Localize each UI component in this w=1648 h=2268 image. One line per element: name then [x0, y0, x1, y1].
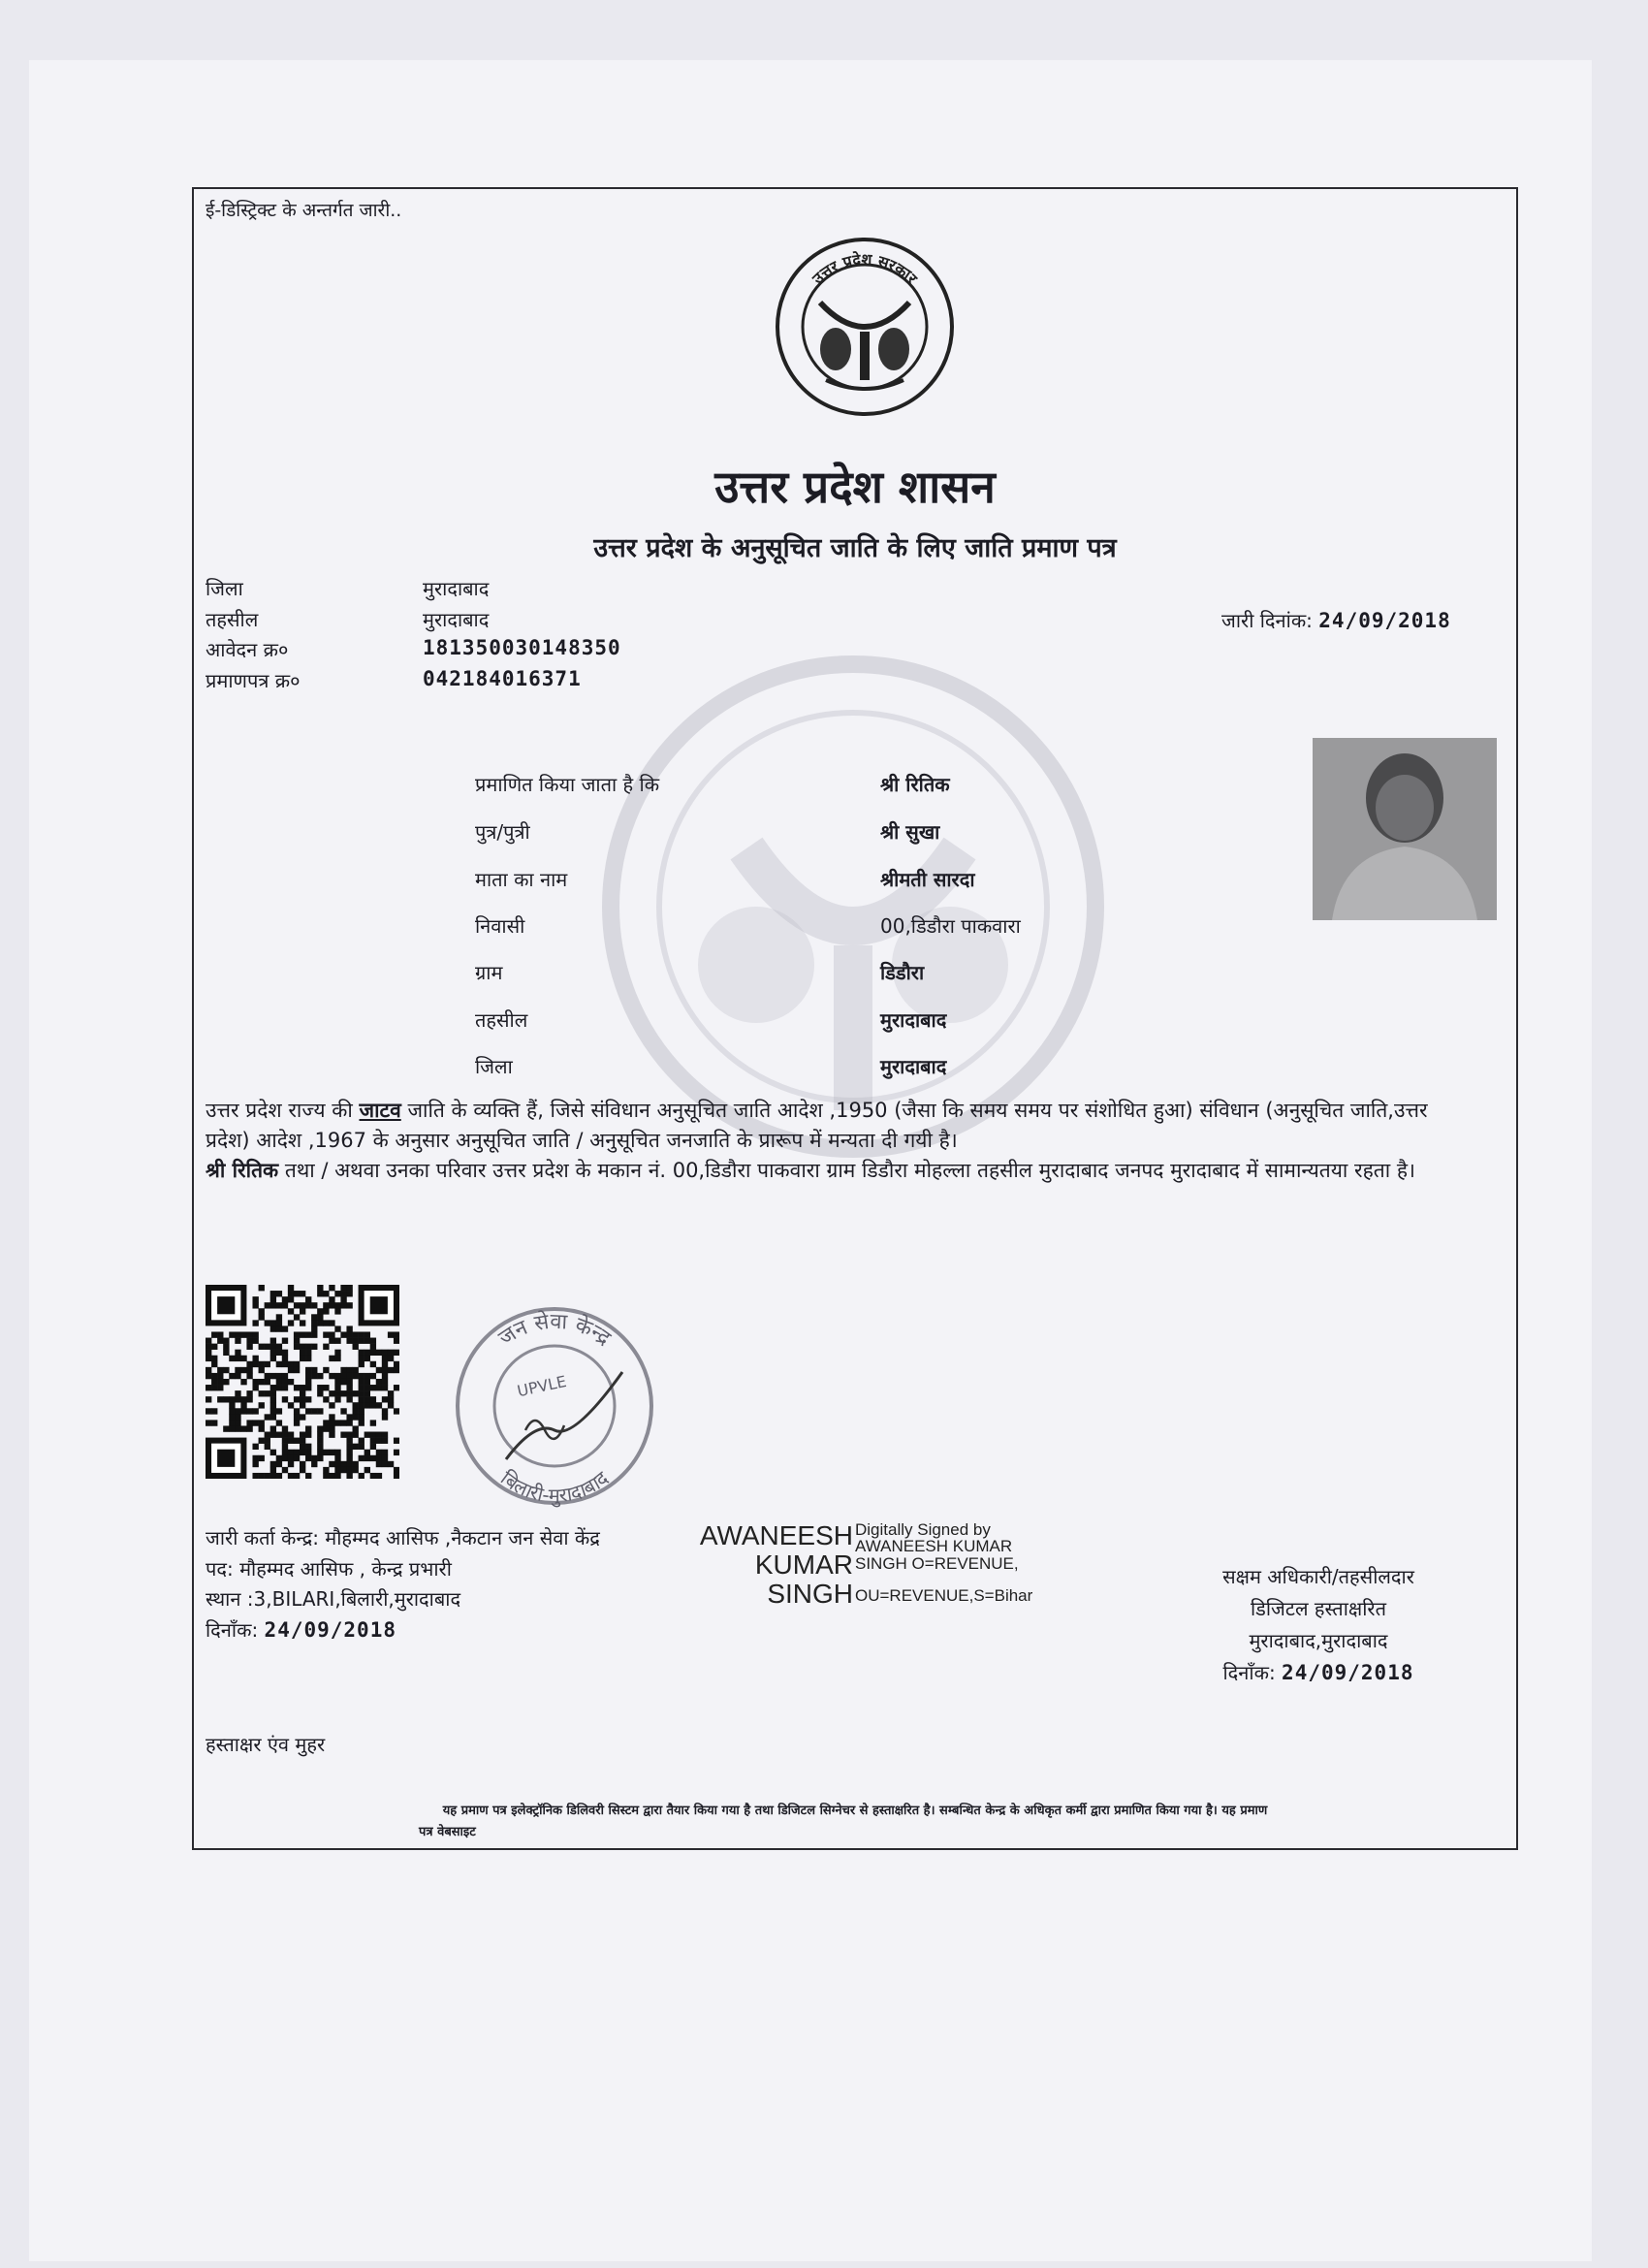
certificate-frame	[192, 187, 1518, 1850]
page-title: उत्तर प्रदेश शासन	[714, 461, 996, 513]
footer-line-2: पत्र वेबसाइट	[419, 1825, 476, 1839]
jan-seva-kendra-stamp	[438, 1304, 671, 1508]
stamp-top-text: जन सेवा केन्द्र	[494, 1309, 616, 1352]
signature-name-line-3: SINGH	[767, 1579, 853, 1609]
certificate-value: 042184016371	[423, 667, 582, 690]
signature-detail-1: Digitally Signed by	[855, 1520, 991, 1539]
issuer-center: जारी कर्ता केन्द्र: मौहम्मद आसिफ ,नैकटान जन सेवा केंद्र	[206, 1526, 600, 1549]
signature-seal-label: हस्ताक्षर एंव मुहर	[206, 1733, 326, 1756]
caste-name: जाटव	[359, 1099, 401, 1122]
issuer-date-label: दिनाँक:	[206, 1618, 259, 1642]
detail-label-resident: निवासी	[475, 914, 525, 938]
detail-label-village: ग्राम	[475, 961, 503, 984]
footer-line-1: यह प्रमाण पत्र इलेक्ट्रॉनिक डिलिवरी सिस्टम द्वारा तैयार किया गया है तथा डिजिटल सिग्नेचर से हस्ताक्षरित है। सम्बन्धित केन्द्र के अधिकृत कर्मी द्वारा प्रमाणित किया गया है। यह प्रमाण	[442, 1804, 1268, 1818]
watermark-seal	[601, 655, 1105, 1159]
authority-date-value: 24/09/2018	[1282, 1661, 1414, 1684]
detail-value-tehsil: मुरादाबाद	[880, 1008, 947, 1032]
authority-title: सक्षम अधिकारी/तहसीलदार	[1222, 1565, 1414, 1588]
detail-value-parent: श्री सुखा	[880, 820, 940, 844]
detail-label-parent: पुत्र/पुत्री	[475, 820, 530, 844]
detail-value-resident: 00,डिडौरा पाकवारा	[880, 914, 1021, 938]
detail-value-village: डिडौरा	[880, 961, 925, 984]
district-label: जिला	[206, 577, 243, 600]
svg-text:बिलारी-मुरादाबाद	[496, 1466, 613, 1508]
district-value: मुरादाबाद	[423, 577, 490, 600]
issuer-date-value: 24/09/2018	[264, 1618, 396, 1642]
detail-value-mother: श्रीमती सारदा	[880, 868, 975, 891]
stamp-center-text: UPVLE	[515, 1371, 568, 1401]
qr-code[interactable]	[206, 1285, 399, 1479]
issuer-post: पद: मौहम्मद आसिफ , केन्द्र प्रभारी	[206, 1557, 452, 1581]
signature-name-line-1: AWANEESH	[699, 1520, 853, 1550]
issue-date-label: जारी दिनांक:	[1221, 609, 1313, 632]
body-person-name: श्री रितिक	[206, 1159, 279, 1182]
signature-detail-3: SINGH O=REVENUE,	[855, 1554, 1019, 1573]
digital-signature	[699, 1520, 1066, 1618]
body-part-1: उत्तर प्रदेश राज्य की	[206, 1099, 360, 1122]
application-label: आवेदन क्र०	[206, 638, 289, 661]
issuer-place: स्थान :3,BILARI,बिलारी,मुरादाबाद	[206, 1587, 461, 1611]
detail-label-tehsil: तहसील	[475, 1008, 528, 1032]
certificate-label: प्रमाणपत्र क्र०	[206, 669, 301, 692]
state-emblem-logo	[772, 235, 958, 419]
authority-place: मुरादाबाद,मुरादाबाद	[1249, 1629, 1388, 1652]
signature-detail-4: OU=REVENUE,S=Bihar	[855, 1586, 1033, 1605]
authority-date	[1163, 1657, 1474, 1689]
photo-silhouette	[1313, 738, 1497, 920]
application-value: 181350030148350	[423, 636, 621, 659]
svg-text:उत्तर प्रदेश सरकार	[808, 250, 922, 289]
certificate-body	[206, 1096, 1466, 1186]
header-note: ई-डिस्ट्रिक्ट के अन्तर्गत जारी..	[206, 200, 402, 221]
authority-block	[1163, 1561, 1474, 1689]
applicant-photo	[1313, 738, 1497, 920]
detail-label-district: जिला	[475, 1055, 513, 1078]
body-part-2: जाति के व्यक्ति हैं, जिसे संविधान अनुसूचित जाति आदेश ,1950 (जैसा कि समय समय पर संशोधित हुआ) संविधान (अनुसूचित जाति,उत्तर प्रदेश) आदेश ,1967 के अनुसार अनुसूचित जाति / अनुसूचित जनजाति के प्रारूप में मन्यता दी गयी है।	[206, 1099, 1428, 1152]
detail-value-name: श्री रितिक	[880, 773, 950, 796]
authority-date-label: दिनाँक:	[1222, 1661, 1276, 1684]
issue-date-value: 24/09/2018	[1318, 609, 1451, 632]
page-subtitle: उत्तर प्रदेश के अनुसूचित जाति के लिए जाति प्रमाण पत्र	[593, 533, 1117, 563]
issuer-date	[206, 1616, 396, 1643]
body-part-3: तथा / अथवा उनका परिवार उत्तर प्रदेश के मकान नं. 00,डिडौरा पाकवारा ग्राम डिडौरा मोहल्ला तहसील मुरादाबाद जनपद मुरादाबाद में सामान्यतया रहता है।	[278, 1159, 1415, 1182]
tehsil-label: तहसील	[206, 608, 259, 631]
signature-name-line-2: KUMAR	[754, 1549, 853, 1580]
emblem-text: उत्तर प्रदेश सरकार	[808, 249, 921, 288]
detail-value-district: मुरादाबाद	[880, 1055, 947, 1078]
detail-label-certified: प्रमाणित किया जाता है कि	[475, 773, 660, 796]
authority-signed: डिजिटल हस्ताक्षरित	[1251, 1597, 1386, 1620]
tehsil-value: मुरादाबाद	[423, 608, 490, 631]
signature-detail-2: AWANEESH KUMAR	[855, 1537, 1013, 1555]
issue-date	[1221, 607, 1451, 633]
detail-label-mother: माता का नाम	[475, 868, 568, 891]
stamp-bottom-text: बिलारी-मुरादाबाद	[496, 1466, 613, 1508]
footer-note	[206, 1801, 1505, 1843]
